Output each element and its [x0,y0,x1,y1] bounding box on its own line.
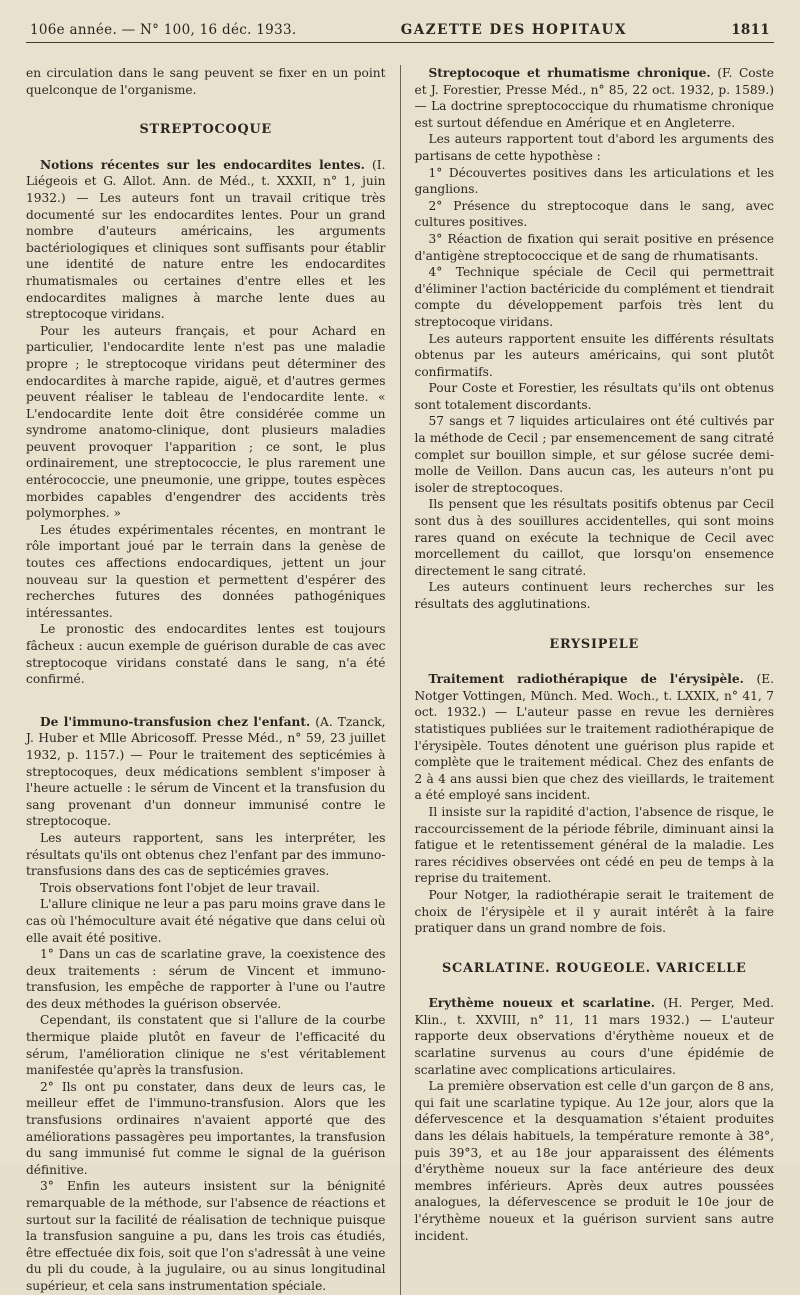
article-paragraph: 2° Présence du streptocoque dans le sang, avec cultures positives. [414,198,774,230]
article-immuno-transfusion [26,714,386,1295]
article-paragraph: 4° Technique spéciale de Cecil qui permettrait d'éliminer l'action bactéricide du complément et tiendrait compte du développement parfois très lent du streptocoque viridans. [414,265,774,329]
article-paragraph: Les auteurs font un travail critique très documenté sur les endocardites lentes. Pour un grand nombre d'auteurs américains, les arguments bactériologiques et cliniques sont suffisants pour établir une identité de nature entre les endocardites rhumatismales ou certaines d'entre elles et les endocardites malignes à marche lente dues au streptocoque viridans. [26,190,386,322]
issue-info: 106e année. — N° 100, 16 déc. 1933. [30,22,297,38]
article-rhumatisme [415,65,775,613]
article-paragraph: 2° Ils ont pu constater, dans deux de leurs cas, le meilleur effet de l'immuno-transfusion. Alors que les transfusions ordinaires n'avaient apporté que des améliorations passagères peu importantes, la transfusion du sang immunisé fut comme le signal de la guérison définitive. [26,1079,386,1177]
article-title: Streptocoque et rhumatisme chronique. [428,66,711,80]
two-column-body [26,65,774,1295]
article-paragraph: 1° Dans un cas de scarlatine grave, la coexistence des deux traitements : sérum de Vincent et immuno-transfusion, les empêche de rapporter à l'une ou l'autre des deux méthodes la guérison observée. [26,947,386,1011]
article-paragraph: L'allure clinique ne leur a pas paru moins grave dans le cas où l'hémoculture avait été négative que dans celui où elle avait été positive. [26,897,386,945]
article-paragraph: Il insiste sur la rapidité d'action, l'absence de risque, le raccourcissement de la période fébrile, diminuant ainsi la fatigue et le retentissement général de la maladie. Les rares récidives observées ont cédé en peu de temps à la reprise du traitement. [414,804,774,886]
article-title: De l'immuno-transfusion chez l'enfant. [40,714,311,729]
page-header [26,14,774,43]
article-endocardites [26,157,386,688]
article-paragraph: L'auteur passe en revue les dernières statistiques publiées sur le traitement radiothérapique de l'érysipèle. Toutes dénotent une guérison plus rapide et complète que le traitement médical. Chez des enfants de 2 à 4 ans aussi bien que chez des vieillards, le traitement a été employé sans incident. [414,705,775,803]
article-paragraph: Pour Notger, la radiothérapie serait le traitement de choix de l'érysipèle et il y aurait intérêt à la faire pratiquer dans un grand nombre de fois. [414,887,774,936]
article-title: Notions récentes sur les endocardites lentes. [40,157,365,172]
article-paragraph: 3° Enfin les auteurs insistent sur la bénignité remarquable de la méthode, sur l'absence de réactions et surtout sur la facilité de réalisation de technique puisque la transfusion sanguine a pu, dans les trois cas étudiés, être effectuée dix fois, soit que l'on s'adressât à une veine du pli du coude, à la jugulaire, ou au sinus longitudinal supérieur, et cela sans instrumentation spéciale. [26,1179,386,1293]
article-citation: (F. Coste et J. Forestier, Presse Méd., n° 85, 22 oct. 1932, p. 1589.) — [414,66,774,114]
article-paragraph: Les auteurs rapportent tout d'abord les arguments des partisans de cette hypothèse : [414,132,774,163]
article-paragraph: Les auteurs continuent leurs recherches sur les résultats des agglutinations. [414,580,774,611]
section-heading-erysipele: ERYSIPELE [549,636,640,652]
article-paragraph: Les études expérimentales récentes, en montrant le rôle important joué par le terrain dans la genèse de toutes ces affections endocardiques, jettent un jour nouveau sur la question et permettent d'espérer des recherches futures des données pathogéniques intéressantes. [26,522,386,620]
article-paragraph: Les auteurs rapportent ensuite les différents résultats obtenus par les auteurs américains, qui sont plutôt confirmatifs. [414,331,774,379]
article-paragraph: Cependant, ils constatent que si l'allure de la courbe thermique plaide plutôt en faveur de l'efficacité du sérum, l'amélioration clinique ne s'est véritablement manifestée qu'après la transfusion. [26,1013,386,1078]
article-paragraph: Trois observations font l'objet de leur travail. [40,880,320,895]
article-title: Traitement radiothérapique de l'érysipèle. [428,672,744,687]
article-citation: (A. Tzanck, J. Huber et Mlle Abricosoff. Presse Méd., n° 59, 23 juillet 1932, p. 1157.) — [26,714,386,762]
article-paragraph: Le pronostic des endocardites lentes est toujours fâcheux : aucun exemple de guérison durable de cas avec streptocoque viridans constaté dans le sang, n'a été confirmé. [26,622,386,687]
article-paragraph: Pour le traitement des septicémies à streptocoques, deux médications semblent s'imposer à l'heure actuelle : le sérum de Vincent et la transfusion du sang provenant d'un donneur immunisé contre le streptocoque. [26,747,386,829]
article-paragraph: La doctrine spreptococcique du rhumatisme chronique est surtout défendue en Amérique et en Angleterre. [414,99,774,130]
article-citation: (I. Liégeois et G. Allot. Ann. de Méd., t. XXXII, n° 1, juin 1932.) — [26,157,386,205]
article-citation: (H. Perger, Med. Klin., t. XXVIII, n° 11, 11 mars 1932.) — [414,996,774,1027]
journal-title: GAZETTE DES HOPITAUX [400,22,627,38]
article-citation: (E. Notger Vottingen, Münch. Med. Woch., t. LXXIX, n° 41, 7 oct. 1932.) — [414,672,775,720]
left-column [26,65,386,1295]
right-column [400,65,775,1295]
article-erytheme [415,995,775,1244]
page-number: 1811 [731,22,770,38]
article-paragraph: Les auteurs rapportent, sans les interpréter, les résultats qu'ils ont obtenus chez l'enfant par des immuno-transfusions dans des cas de septicémies graves. [26,830,386,879]
article-paragraph: Pour Coste et Forestier, les résultats qu'ils ont obtenus sont totalement discordants. [414,381,774,412]
article-paragraph: La première observation est celle d'un garçon de 8 ans, qui fait une scarlatine typique. Au 12e jour, alors que la défervescence et la desquamation s'étaient produites dans les délais habituels, la température remonte à 38°, puis 39°3, et au 18e jour apparaissent des éléments d'érythème noueux sur la face antérieure des deux membres inférieurs. Après deux autres poussées analogues, la défervescence se produit le 10e jour de l'érythème noueux et la guérison survient sans autre incident. [414,1079,774,1243]
article-paragraph: L'auteur rapporte deux observations d'érythème noueux et de scarlatine survenus au cours d'une épidémie de scarlatine avec complications articulaires. [414,1012,774,1077]
section-heading-streptocoque: STREPTOCOQUE [139,122,272,138]
article-paragraph: 57 sangs et 7 liquides articulaires ont été cultivés par la méthode de Cecil ; par ensemencement de sang citraté complet sur bouillon simple, et sur gélose sucrée demi-molle de Veillon. Dans aucun cas, les auteurs n'ont pu isoler de streptocoques. [414,414,774,495]
article-paragraph: Ils pensent que les résultats positifs obtenus par Cecil sont dus à des souillures accidentelles, qui sont moins rares quand on exécute la technique de Cecil avec morcellement du caillot, que lorsqu'on ensemence directement le sang citraté. [414,497,774,578]
article-paragraph: Pour les auteurs français, et pour Achard en particulier, l'endocardite lente n'est pas une maladie propre ; le streptocoque viridans peut déterminer des endocardites à marche rapide, aiguë, et d'autres germes peuvent réaliser le tableau de l'endocardite lente. « L'endocardite lente doit être considérée comme un syndrome anatomo-clinique, dont plusieurs maladies peuvent provoquer l'apparition ; ce sont, le plus ordinairement, une streptococcie, le plus rarement une entérococcie, une pneumonie, une grippe, toutes espèces morbides capables d'engendrer des accidents très polymorphes. » [26,323,386,521]
continued-paragraph: en circulation dans le sang peuvent se fixer en un point quelconque de l'organisme. [26,66,386,97]
article-title: Erythème noueux et scarlatine. [428,996,655,1011]
article-paragraph: 1° Découvertes positives dans les articulations et les ganglions. [414,165,774,197]
article-paragraph: 3° Réaction de fixation qui serait positive en présence d'antigène streptococcique et de sang de rhumatisants. [414,231,774,263]
section-heading-scarlatine: SCARLATINE. ROUGEOLE. VARICELLE [442,960,747,976]
article-radiotherapie [415,671,775,937]
